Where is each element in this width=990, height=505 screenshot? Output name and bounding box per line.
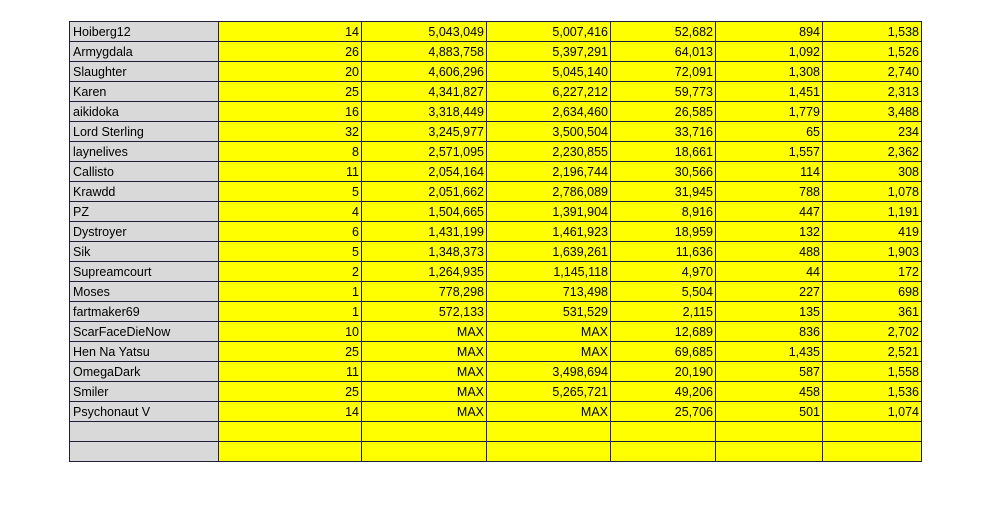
stat-c-cell[interactable]: 5,504 bbox=[611, 282, 716, 302]
stat-d-cell[interactable]: 488 bbox=[716, 242, 823, 262]
table-row bbox=[70, 122, 922, 142]
stat-b-cell[interactable]: MAX bbox=[487, 322, 611, 342]
stat-e-cell[interactable]: 2,740 bbox=[823, 62, 922, 82]
level-cell[interactable]: 20 bbox=[219, 62, 362, 82]
stat-c-cell[interactable]: 49,206 bbox=[611, 382, 716, 402]
level-cell[interactable]: 14 bbox=[219, 402, 362, 422]
table-row bbox=[70, 262, 922, 282]
player-name-cell[interactable]: aikidoka bbox=[70, 102, 219, 122]
stat-e-cell[interactable]: 1,538 bbox=[823, 22, 922, 42]
player-name-cell[interactable] bbox=[70, 442, 219, 462]
level-cell[interactable]: 25 bbox=[219, 342, 362, 362]
stat-a-cell[interactable]: 4,883,758 bbox=[362, 42, 487, 62]
player-name-cell[interactable]: Sik bbox=[70, 242, 219, 262]
stat-a-cell[interactable]: 2,051,662 bbox=[362, 182, 487, 202]
player-name-cell[interactable]: PZ bbox=[70, 202, 219, 222]
stat-c-cell[interactable]: 72,091 bbox=[611, 62, 716, 82]
player-name-cell[interactable]: fartmaker69 bbox=[70, 302, 219, 322]
stat-b-cell[interactable] bbox=[487, 442, 611, 462]
stat-e-cell[interactable]: 419 bbox=[823, 222, 922, 242]
stat-d-cell[interactable]: 1,435 bbox=[716, 342, 823, 362]
spreadsheet-table bbox=[69, 21, 922, 462]
level-cell[interactable]: 10 bbox=[219, 322, 362, 342]
stat-b-cell[interactable]: 2,230,855 bbox=[487, 142, 611, 162]
stat-d-cell[interactable]: 788 bbox=[716, 182, 823, 202]
stat-e-cell[interactable]: 2,313 bbox=[823, 82, 922, 102]
table-body bbox=[70, 22, 922, 462]
stat-a-cell[interactable]: 2,571,095 bbox=[362, 142, 487, 162]
table-row bbox=[70, 222, 922, 242]
stat-c-cell[interactable]: 2,115 bbox=[611, 302, 716, 322]
player-name-cell[interactable]: Moses bbox=[70, 282, 219, 302]
player-name-cell[interactable]: Lord Sterling bbox=[70, 122, 219, 142]
table-row bbox=[70, 102, 922, 122]
stat-b-cell[interactable]: 5,007,416 bbox=[487, 22, 611, 42]
stat-a-cell[interactable]: 1,431,199 bbox=[362, 222, 487, 242]
stat-b-cell[interactable]: 5,265,721 bbox=[487, 382, 611, 402]
table-row bbox=[70, 282, 922, 302]
level-cell[interactable]: 6 bbox=[219, 222, 362, 242]
player-name-cell[interactable]: Hen Na Yatsu bbox=[70, 342, 219, 362]
level-cell[interactable]: 1 bbox=[219, 302, 362, 322]
stat-d-cell[interactable]: 227 bbox=[716, 282, 823, 302]
level-cell[interactable]: 11 bbox=[219, 162, 362, 182]
table-row bbox=[70, 62, 922, 82]
stat-b-cell[interactable]: 2,634,460 bbox=[487, 102, 611, 122]
stat-a-cell[interactable]: MAX bbox=[362, 362, 487, 382]
stat-d-cell[interactable]: 132 bbox=[716, 222, 823, 242]
level-cell[interactable]: 25 bbox=[219, 382, 362, 402]
stat-d-cell[interactable]: 587 bbox=[716, 362, 823, 382]
stat-a-cell[interactable]: 1,348,373 bbox=[362, 242, 487, 262]
player-name-cell[interactable]: Slaughter bbox=[70, 62, 219, 82]
stat-a-cell[interactable]: MAX bbox=[362, 342, 487, 362]
player-name-cell[interactable] bbox=[70, 422, 219, 442]
table-row bbox=[70, 202, 922, 222]
stat-b-cell[interactable]: MAX bbox=[487, 402, 611, 422]
stat-d-cell[interactable]: 65 bbox=[716, 122, 823, 142]
stat-a-cell[interactable]: 2,054,164 bbox=[362, 162, 487, 182]
stat-e-cell[interactable]: 1,191 bbox=[823, 202, 922, 222]
stat-b-cell[interactable]: 5,397,291 bbox=[487, 42, 611, 62]
table-row bbox=[70, 162, 922, 182]
table-row bbox=[70, 322, 922, 342]
table-row bbox=[70, 422, 922, 442]
level-cell[interactable] bbox=[219, 442, 362, 462]
player-name-cell[interactable]: Armygdala bbox=[70, 42, 219, 62]
stat-a-cell[interactable]: MAX bbox=[362, 402, 487, 422]
stat-d-cell[interactable]: 458 bbox=[716, 382, 823, 402]
stat-e-cell[interactable]: 172 bbox=[823, 262, 922, 282]
level-cell[interactable]: 5 bbox=[219, 242, 362, 262]
stat-a-cell[interactable]: MAX bbox=[362, 322, 487, 342]
stat-e-cell[interactable] bbox=[823, 442, 922, 462]
level-cell[interactable]: 32 bbox=[219, 122, 362, 142]
stat-c-cell[interactable]: 11,636 bbox=[611, 242, 716, 262]
level-cell[interactable]: 1 bbox=[219, 282, 362, 302]
table-row bbox=[70, 142, 922, 162]
table-row bbox=[70, 362, 922, 382]
stat-b-cell[interactable]: 713,498 bbox=[487, 282, 611, 302]
stat-e-cell[interactable]: 698 bbox=[823, 282, 922, 302]
level-cell[interactable] bbox=[219, 422, 362, 442]
stat-a-cell[interactable] bbox=[362, 442, 487, 462]
stat-c-cell[interactable]: 4,970 bbox=[611, 262, 716, 282]
level-cell[interactable]: 11 bbox=[219, 362, 362, 382]
stat-c-cell[interactable]: 8,916 bbox=[611, 202, 716, 222]
level-cell[interactable]: 26 bbox=[219, 42, 362, 62]
player-name-cell[interactable]: Callisto bbox=[70, 162, 219, 182]
table-row bbox=[70, 402, 922, 422]
stat-c-cell[interactable]: 18,661 bbox=[611, 142, 716, 162]
stat-e-cell[interactable]: 2,362 bbox=[823, 142, 922, 162]
level-cell[interactable]: 14 bbox=[219, 22, 362, 42]
player-name-cell[interactable]: Smiler bbox=[70, 382, 219, 402]
player-name-cell[interactable]: Psychonaut V bbox=[70, 402, 219, 422]
stat-e-cell[interactable]: 234 bbox=[823, 122, 922, 142]
stat-b-cell[interactable]: 1,461,923 bbox=[487, 222, 611, 242]
stat-a-cell[interactable]: 3,318,449 bbox=[362, 102, 487, 122]
stat-d-cell[interactable]: 501 bbox=[716, 402, 823, 422]
table-row bbox=[70, 182, 922, 202]
stat-d-cell[interactable]: 1,092 bbox=[716, 42, 823, 62]
stat-d-cell[interactable]: 447 bbox=[716, 202, 823, 222]
player-name-cell[interactable]: Karen bbox=[70, 82, 219, 102]
stat-e-cell[interactable]: 1,558 bbox=[823, 362, 922, 382]
stat-a-cell[interactable]: 5,043,049 bbox=[362, 22, 487, 42]
stat-d-cell[interactable]: 135 bbox=[716, 302, 823, 322]
stat-c-cell[interactable]: 18,959 bbox=[611, 222, 716, 242]
stat-b-cell[interactable] bbox=[487, 422, 611, 442]
stat-d-cell[interactable]: 1,308 bbox=[716, 62, 823, 82]
stat-e-cell[interactable]: 1,526 bbox=[823, 42, 922, 62]
stat-a-cell[interactable]: 4,606,296 bbox=[362, 62, 487, 82]
stat-d-cell[interactable]: 894 bbox=[716, 22, 823, 42]
stat-c-cell[interactable] bbox=[611, 442, 716, 462]
stat-c-cell[interactable]: 25,706 bbox=[611, 402, 716, 422]
level-cell[interactable]: 5 bbox=[219, 182, 362, 202]
player-name-cell[interactable]: OmegaDark bbox=[70, 362, 219, 382]
stat-d-cell[interactable] bbox=[716, 422, 823, 442]
stat-e-cell[interactable]: 1,536 bbox=[823, 382, 922, 402]
player-name-cell[interactable]: Dystroyer bbox=[70, 222, 219, 242]
player-name-cell[interactable]: Hoiberg12 bbox=[70, 22, 219, 42]
stat-e-cell[interactable] bbox=[823, 422, 922, 442]
level-cell[interactable]: 16 bbox=[219, 102, 362, 122]
stat-b-cell[interactable]: MAX bbox=[487, 342, 611, 362]
stat-a-cell[interactable]: 572,133 bbox=[362, 302, 487, 322]
stat-e-cell[interactable]: 1,074 bbox=[823, 402, 922, 422]
stat-e-cell[interactable]: 2,702 bbox=[823, 322, 922, 342]
stat-c-cell[interactable]: 30,566 bbox=[611, 162, 716, 182]
player-name-cell[interactable]: ScarFaceDieNow bbox=[70, 322, 219, 342]
stat-e-cell[interactable]: 308 bbox=[823, 162, 922, 182]
stat-a-cell[interactable]: MAX bbox=[362, 382, 487, 402]
table-row bbox=[70, 382, 922, 402]
stat-c-cell[interactable]: 12,689 bbox=[611, 322, 716, 342]
stat-e-cell[interactable]: 1,903 bbox=[823, 242, 922, 262]
table-row bbox=[70, 22, 922, 42]
stat-a-cell[interactable]: 778,298 bbox=[362, 282, 487, 302]
stat-d-cell[interactable]: 1,779 bbox=[716, 102, 823, 122]
stat-d-cell[interactable]: 836 bbox=[716, 322, 823, 342]
level-cell[interactable]: 25 bbox=[219, 82, 362, 102]
stat-b-cell[interactable]: 531,529 bbox=[487, 302, 611, 322]
stat-d-cell[interactable]: 114 bbox=[716, 162, 823, 182]
stat-d-cell[interactable] bbox=[716, 442, 823, 462]
stat-b-cell[interactable]: 3,500,504 bbox=[487, 122, 611, 142]
stat-b-cell[interactable]: 1,145,118 bbox=[487, 262, 611, 282]
table-row bbox=[70, 302, 922, 322]
player-name-cell[interactable]: Supreamcourt bbox=[70, 262, 219, 282]
stat-c-cell[interactable]: 20,190 bbox=[611, 362, 716, 382]
level-cell[interactable]: 8 bbox=[219, 142, 362, 162]
player-name-cell[interactable]: Krawdd bbox=[70, 182, 219, 202]
player-name-cell[interactable]: laynelives bbox=[70, 142, 219, 162]
stat-b-cell[interactable]: 1,391,904 bbox=[487, 202, 611, 222]
level-cell[interactable]: 2 bbox=[219, 262, 362, 282]
stat-b-cell[interactable]: 6,227,212 bbox=[487, 82, 611, 102]
stat-a-cell[interactable]: 4,341,827 bbox=[362, 82, 487, 102]
level-cell[interactable]: 4 bbox=[219, 202, 362, 222]
stat-b-cell[interactable]: 1,639,261 bbox=[487, 242, 611, 262]
table-row bbox=[70, 82, 922, 102]
table-row bbox=[70, 342, 922, 362]
stat-e-cell[interactable]: 1,078 bbox=[823, 182, 922, 202]
stat-e-cell[interactable]: 361 bbox=[823, 302, 922, 322]
stat-c-cell[interactable]: 64,013 bbox=[611, 42, 716, 62]
stat-a-cell[interactable]: 1,264,935 bbox=[362, 262, 487, 282]
stat-b-cell[interactable]: 3,498,694 bbox=[487, 362, 611, 382]
stat-a-cell[interactable]: 3,245,977 bbox=[362, 122, 487, 142]
stat-a-cell[interactable] bbox=[362, 422, 487, 442]
table-row bbox=[70, 442, 922, 462]
stat-b-cell[interactable]: 5,045,140 bbox=[487, 62, 611, 82]
stat-e-cell[interactable]: 3,488 bbox=[823, 102, 922, 122]
stat-b-cell[interactable]: 2,196,744 bbox=[487, 162, 611, 182]
stat-c-cell[interactable]: 33,716 bbox=[611, 122, 716, 142]
table-row bbox=[70, 242, 922, 262]
stat-a-cell[interactable]: 1,504,665 bbox=[362, 202, 487, 222]
table-row bbox=[70, 42, 922, 62]
stat-e-cell[interactable]: 2,521 bbox=[823, 342, 922, 362]
stat-d-cell[interactable]: 1,557 bbox=[716, 142, 823, 162]
stat-b-cell[interactable]: 2,786,089 bbox=[487, 182, 611, 202]
stat-c-cell[interactable]: 26,585 bbox=[611, 102, 716, 122]
stat-d-cell[interactable]: 1,451 bbox=[716, 82, 823, 102]
stat-d-cell[interactable]: 44 bbox=[716, 262, 823, 282]
stat-c-cell[interactable] bbox=[611, 422, 716, 442]
stat-c-cell[interactable]: 69,685 bbox=[611, 342, 716, 362]
stat-c-cell[interactable]: 52,682 bbox=[611, 22, 716, 42]
stat-c-cell[interactable]: 31,945 bbox=[611, 182, 716, 202]
stat-c-cell[interactable]: 59,773 bbox=[611, 82, 716, 102]
